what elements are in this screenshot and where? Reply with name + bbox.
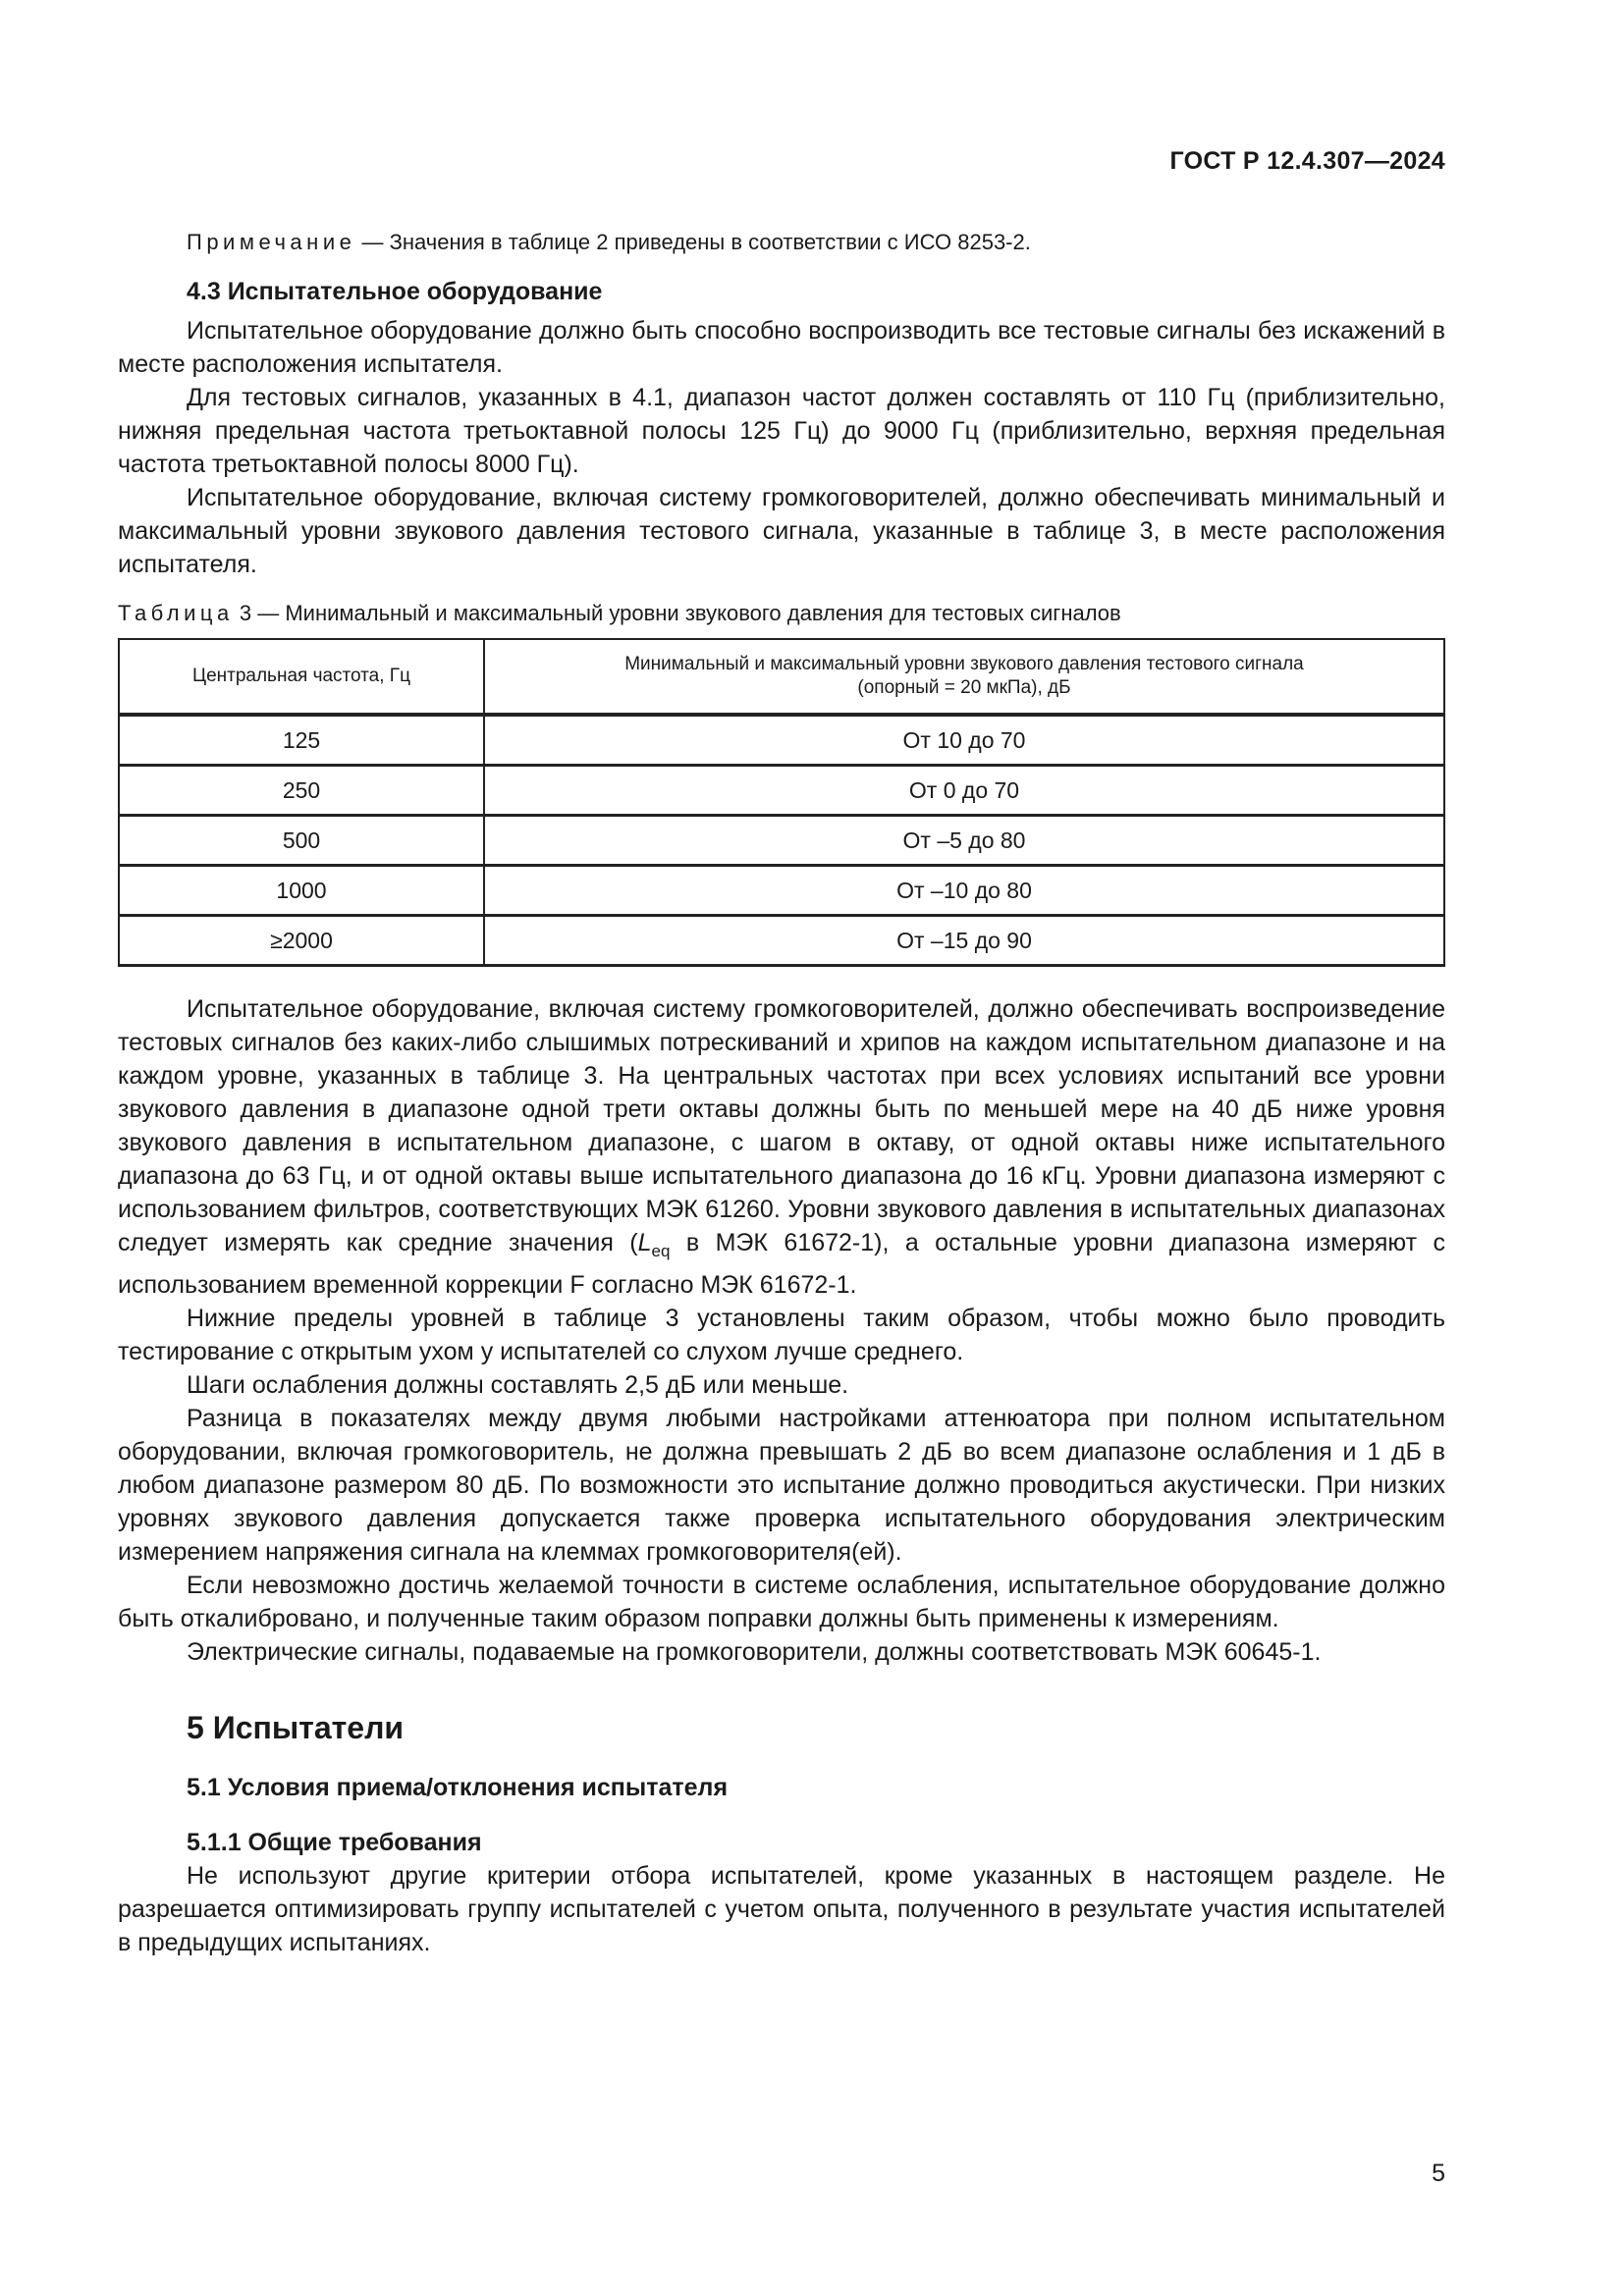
section-4-3-heading: 4.3 Испытательное оборудование — [187, 278, 603, 305]
leq-subscript: eq — [651, 1242, 671, 1260]
equipment-paragraph — [118, 992, 1445, 1302]
table-cell-frequency: 1000 — [119, 866, 484, 916]
table-header-frequency: Центральная частота, Гц — [119, 639, 484, 715]
table-cell-range: От –10 до 80 — [484, 866, 1444, 916]
table-cell-range: От –15 до 90 — [484, 916, 1444, 966]
section-5-heading: 5 Испытатели — [187, 1710, 405, 1745]
section-5-1-1-heading: 5.1.1 Общие требования — [187, 1829, 482, 1856]
table-row — [119, 866, 1444, 916]
section-5-1-1-paragraph: Не используют другие критерии отбора испытателей, кроме указанных в настоящем разделе. Не разрешается оптимизировать группу испытателей с учетом опыта, полученного в результате участия испытателей в предыдущих испытаниях. — [118, 1862, 1445, 1956]
electrical-signals-paragraph: Электрические сигналы, подаваемые на громкоговорители, должны соответствовать МЭК 60645-1. — [187, 1638, 1322, 1666]
table-cell-frequency: 250 — [119, 766, 484, 816]
section-4-3-paragraph-1: Испытательное оборудование должно быть способно воспроизводить все тестовые сигналы без искажений в месте расположения испытателя. — [118, 317, 1445, 378]
table-cell-frequency: 500 — [119, 816, 484, 866]
table-header-levels-line-2: (опорный = 20 мкПа), дБ — [857, 677, 1071, 698]
lower-limits-paragraph: Нижние пределы уровней в таблице 3 установлены таким образом, чтобы можно было проводить тестирование с открытым ухом у испытателей со слухом лучше среднего. — [118, 1305, 1445, 1365]
table-header-row — [119, 639, 1444, 715]
page-content — [118, 228, 1445, 1959]
section-5-1-heading: 5.1 Условия приема/отклонения испытателя — [187, 1774, 729, 1801]
attenuator-difference-paragraph: Разница в показателях между двумя любыми настройками аттенюатора при полном испытательном оборудовании, включая громкоговоритель, не должна превышать 2 дБ во всем диапазоне ослабления и 1 дБ в любом диапазоне размером 80 дБ. По возможности это испытание должно проводиться акустически. При низких уровнях звукового давления допускается также проверка испытательного оборудования электрическим измерением напряжения сигнала на клеммах громкоговорителя(ей). — [118, 1405, 1445, 1566]
calibration-paragraph: Если невозможно достичь желаемой точности в системе ослабления, испытательное оборудование должно быть откалибровано, и полученные таким образом поправки должны быть применены к измерениям. — [118, 1572, 1445, 1632]
table-header-levels — [484, 639, 1444, 715]
page-number: 5 — [1432, 2160, 1445, 2187]
table-cell-range: От –5 до 80 — [484, 816, 1444, 866]
note-label: Примечание — [187, 230, 356, 254]
table-row — [119, 766, 1444, 816]
note — [118, 228, 1445, 257]
attenuation-steps-paragraph: Шаги ослабления должны составлять 2,5 дБ или меньше. — [187, 1371, 849, 1399]
section-4-3-paragraph-3: Испытательное оборудование, включая систему громкоговорителей, должно обеспечивать минимальный и максимальный уровни звукового давления тестового сигнала, указанные в таблице 3, в месте расположения испытателя. — [118, 484, 1445, 578]
table-cell-frequency: 125 — [119, 715, 484, 766]
table-caption-label: Таблица — [118, 601, 234, 625]
leq-symbol: L — [637, 1229, 652, 1256]
table-cell-frequency: ≥2000 — [119, 916, 484, 966]
equipment-paragraph-part-2: в МЭК 61672-1), а остальные уровни диапазона измеряют с использованием временной коррекции F согласно МЭК 61672-1. — [118, 1229, 1445, 1299]
section-4-3-paragraph-2: Для тестовых сигналов, указанных в 4.1, диапазон частот должен составлять от 110 Гц (приблизительно, нижняя предельная частота третьоктавной полосы 125 Гц) до 9000 Гц (приблизительно, верхняя предельная частота третьоктавной полосы 8000 Гц). — [118, 384, 1445, 478]
table-row — [119, 816, 1444, 866]
table-row — [119, 916, 1444, 966]
table-row — [119, 715, 1444, 766]
table-caption-text: 3 — Минимальный и максимальный уровни звукового давления для тестовых сигналов — [233, 601, 1121, 625]
table-cell-range: От 10 до 70 — [484, 715, 1444, 766]
document-code: ГОСТ Р 12.4.307—2024 — [1169, 147, 1445, 175]
note-text: — Значения в таблице 2 приведены в соответствии с ИСО 8253-2. — [355, 230, 1031, 254]
table-3 — [118, 638, 1445, 967]
equipment-paragraph-part-1: Испытательное оборудование, включая систему громкоговорителей, должно обеспечивать воспроизведение тестовых сигналов без каких-либо слышимых потрескиваний и хрипов на каждом испытательном диапазоне и на каждом уровне, указанных в таблице 3. На центральных частотах при всех условиях испытаний все уровни звукового давления в диапазоне одной трети октавы должны быть по меньшей мере на 40 дБ ниже уровня звукового давления в испытательном диапазоне, с шагом в октаву, от одной октавы ниже испытательного диапазона до 63 Гц, и от одной октавы выше испытательного диапазона до 16 кГц. Уровни диапазона измеряют с использованием фильтров, соответствующих МЭК 61260. Уровни звукового давления в испытательных диапазонах следует измерять как средние значения ( — [118, 995, 1445, 1256]
table-3-caption — [118, 599, 1445, 628]
table-cell-range: От 0 до 70 — [484, 766, 1444, 816]
table-header-levels-line-1: Минимальный и максимальный уровни звукового давления тестового сигнала — [624, 654, 1304, 674]
